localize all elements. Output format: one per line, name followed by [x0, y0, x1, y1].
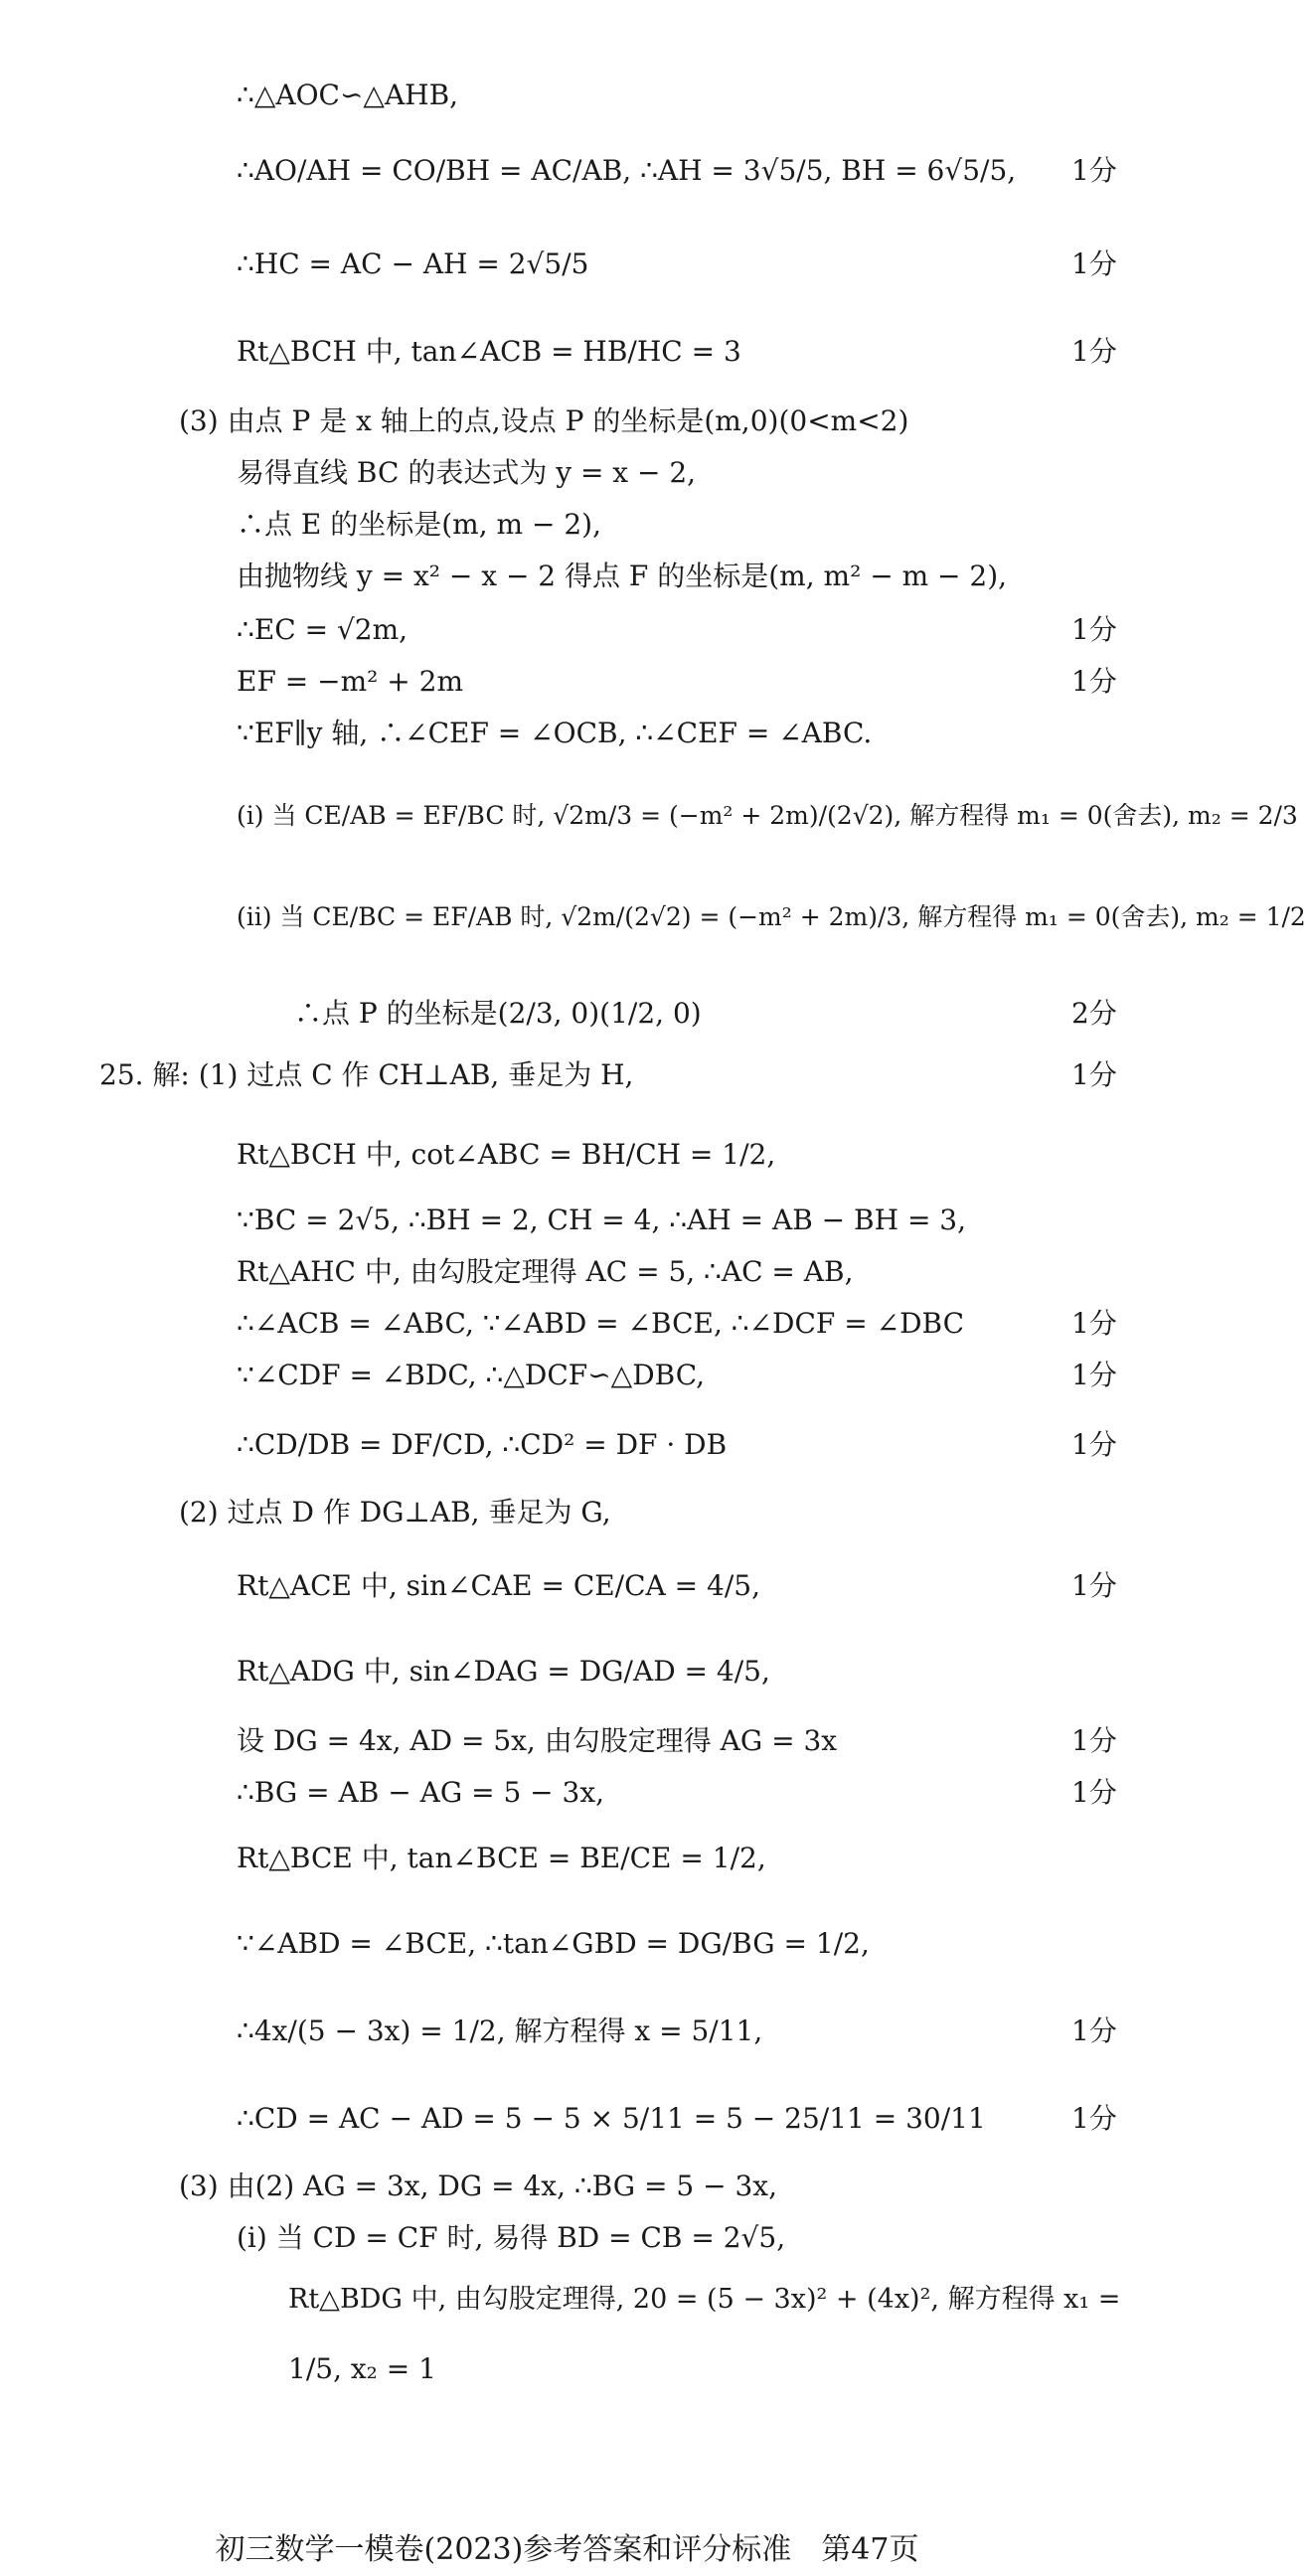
text-line: ∴4x/(5 − 3x) = 1/2, 解方程得 x = 5/11, — [237, 2014, 763, 2047]
text-line: (ii) 当 CE/BC = EF/AB 时, √2m/(2√2) = (−m² + 2m)/3, 解方程得 m₁ = 0(舍去), m₂ = 1/2 — [237, 902, 1306, 931]
text-line: ∴CD/DB = DF/CD, ∴CD² = DF · DB — [237, 1428, 728, 1461]
text-line: ∵EF∥y 轴, ∴∠CEF = ∠OCB, ∴∠CEF = ∠ABC. — [237, 717, 873, 749]
score-mark: 1分 — [1071, 2014, 1117, 2047]
text-line: Rt△ADG 中, sin∠DAG = DG/AD = 4/5, — [237, 1655, 770, 1688]
page-footer: 初三数学一模卷(2023)参考答案和评分标准 第47页 — [215, 2532, 919, 2567]
score-mark: 1分 — [1071, 1307, 1117, 1340]
text-line: ∵∠ABD = ∠BCE, ∴tan∠GBD = DG/BG = 1/2, — [237, 1927, 870, 1960]
text-line: Rt△AHC 中, 由勾股定理得 AC = 5, ∴AC = AB, — [237, 1255, 854, 1288]
score-mark: 1分 — [1071, 247, 1117, 280]
text-line: EF = −m² + 2m — [237, 665, 463, 698]
text-line: 设 DG = 4x, AD = 5x, 由勾股定理得 AG = 3x — [237, 1724, 838, 1757]
score-mark: 1分 — [1071, 613, 1117, 646]
text-line: 25. 解: (1) 过点 C 作 CH⊥AB, 垂足为 H, — [99, 1058, 634, 1091]
text-line: (3) 由点 P 是 x 轴上的点,设点 P 的坐标是(m,0)(0<m<2) — [179, 404, 909, 437]
text-line: (i) 当 CE/AB = EF/BC 时, √2m/3 = (−m² + 2m)/(2√2), 解方程得 m₁ = 0(舍去), m₂ = 2/3 — [237, 801, 1298, 830]
score-mark: 1分 — [1071, 154, 1117, 187]
text-line: 由抛物线 y = x² − x − 2 得点 F 的坐标是(m, m² − m − 2), — [237, 560, 1008, 592]
text-line: ∴AO/AH = CO/BH = AC/AB, ∴AH = 3√5/5, BH = 6√5/5, — [237, 154, 1017, 187]
score-mark: 1分 — [1071, 1569, 1117, 1602]
text-line: ∴点 E 的坐标是(m, m − 2), — [237, 508, 601, 541]
text-line: ∵BC = 2√5, ∴BH = 2, CH = 4, ∴AH = AB − BH = 3, — [237, 1204, 967, 1236]
score-mark: 1分 — [1071, 1776, 1117, 1809]
score-mark: 2分 — [1071, 997, 1117, 1030]
text-line: Rt△BCH 中, tan∠ACB = HB/HC = 3 — [237, 335, 741, 368]
text-line: ∴∠ACB = ∠ABC, ∵∠ABD = ∠BCE, ∴∠DCF = ∠DBC — [237, 1307, 965, 1340]
text-line: ∴EC = √2m, — [237, 613, 408, 646]
text-line: ∴△AOC∽△AHB, — [237, 79, 459, 111]
text-line: ∴HC = AC − AH = 2√5/5 — [237, 247, 589, 280]
score-mark: 1分 — [1071, 665, 1117, 698]
text-line: 1/5, x₂ = 1 — [288, 2352, 436, 2385]
text-line: Rt△BCH 中, cot∠ABC = BH/CH = 1/2, — [237, 1138, 776, 1171]
text-line: 易得直线 BC 的表达式为 y = x − 2, — [237, 456, 697, 489]
score-mark: 1分 — [1071, 2102, 1117, 2135]
score-mark: 1分 — [1071, 1058, 1117, 1091]
text-line: ∴BG = AB − AG = 5 − 3x, — [237, 1776, 605, 1809]
score-mark: 1分 — [1071, 1359, 1117, 1391]
text-line: (2) 过点 D 作 DG⊥AB, 垂足为 G, — [179, 1496, 611, 1529]
text-line: ∵∠CDF = ∠BDC, ∴△DCF∽△DBC, — [237, 1359, 706, 1391]
text-line: Rt△ACE 中, sin∠CAE = CE/CA = 4/5, — [237, 1569, 760, 1602]
text-line: Rt△BCE 中, tan∠BCE = BE/CE = 1/2, — [237, 1842, 766, 1874]
score-mark: 1分 — [1071, 1428, 1117, 1461]
text-line: ∴CD = AC − AD = 5 − 5 × 5/11 = 5 − 25/11 = 30/11 — [237, 2102, 986, 2135]
text-line: ∴点 P 的坐标是(2/3, 0)(1/2, 0) — [294, 997, 702, 1030]
score-mark: 1分 — [1071, 1724, 1117, 1757]
score-mark: 1分 — [1071, 335, 1117, 368]
text-line: Rt△BDG 中, 由勾股定理得, 20 = (5 − 3x)² + (4x)², 解方程得 x₁ = — [288, 2284, 1121, 2315]
text-line: (3) 由(2) AG = 3x, DG = 4x, ∴BG = 5 − 3x, — [179, 2170, 777, 2202]
text-line: (i) 当 CD = CF 时, 易得 BD = CB = 2√5, — [237, 2221, 786, 2254]
